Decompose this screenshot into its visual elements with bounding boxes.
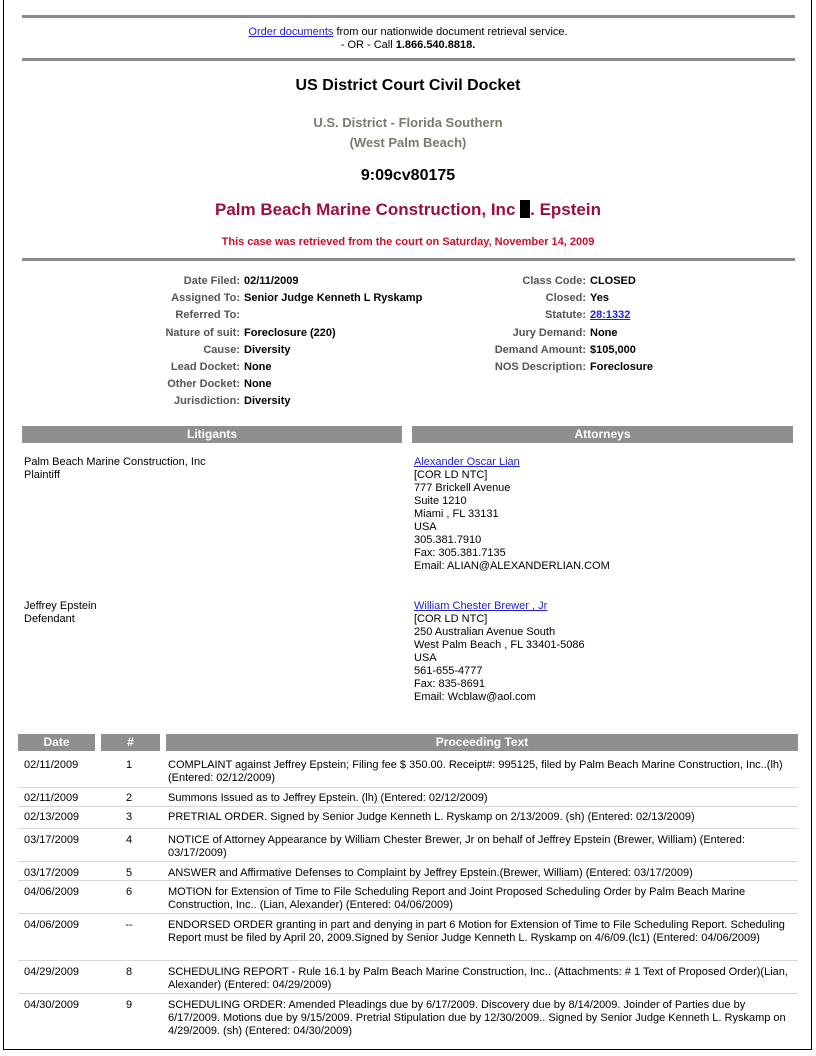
proceeding-number: 5 xyxy=(125,867,133,879)
proceeding-date: 04/30/2009 xyxy=(24,999,80,1011)
case-info-label: Jury Demand: xyxy=(512,326,586,339)
row-separator xyxy=(18,960,798,961)
order-documents-link[interactable]: Order documents xyxy=(248,26,334,38)
notice-or-text: - OR - Call xyxy=(340,39,396,51)
litigant-role: Plaintiff xyxy=(24,469,60,481)
case-info-left xyxy=(100,273,422,411)
case-info-row xyxy=(100,307,422,324)
date-column-header: Date xyxy=(18,734,95,751)
litigant-name: Jeffrey Epstein xyxy=(24,600,97,612)
attorney-block xyxy=(414,600,585,704)
attorney-detail-line: Fax: 835-8691 xyxy=(414,678,485,690)
case-info-row xyxy=(100,290,422,307)
case-info-row xyxy=(100,359,422,376)
row-separator xyxy=(18,861,798,862)
case-info-row xyxy=(430,342,653,359)
case-info-label: Nature of suit: xyxy=(165,326,240,339)
case-info-right xyxy=(430,273,653,376)
case-title-plaintiff: Palm Beach Marine Construction, Inc xyxy=(215,200,521,219)
case-info-label: NOS Description: xyxy=(494,361,586,374)
case-info-label: Assigned To: xyxy=(171,292,240,305)
litigant xyxy=(24,456,206,482)
case-info-row xyxy=(100,393,422,410)
proceeding-text: PRETRIAL ORDER. Signed by Senior Judge Kenneth L. Ryskamp on 2/13/2009. (sh) (Entered: 02/13/2009) xyxy=(168,811,695,823)
proceeding-text: MOTION for Extension of Time to File Scheduling Report and Joint Proposed Scheduling Order by Palm Beach Marine Construction, Inc.. (Lian, Alexander) (Entered: 04/06/2009) xyxy=(168,886,746,911)
case-info-value: Senior Judge Kenneth L Ryskamp xyxy=(244,292,423,305)
case-info-value: None xyxy=(244,361,272,374)
proceeding-date: 04/06/2009 xyxy=(24,919,80,931)
redaction-block xyxy=(520,200,530,218)
proceeding-text-column-header: Proceeding Text xyxy=(166,734,798,751)
attorney-detail-line: Suite 1210 xyxy=(414,495,467,507)
litigant-name: Palm Beach Marine Construction, Inc xyxy=(24,456,206,468)
phone-number: 1.866.540.8818. xyxy=(395,39,476,51)
attorney-block xyxy=(414,456,610,573)
proceeding-number: 4 xyxy=(125,834,133,846)
attorney-detail-line: [COR LD NTC] xyxy=(414,469,488,481)
row-separator xyxy=(18,806,798,807)
case-info-value: Yes xyxy=(590,292,609,305)
case-info-label: Jurisdiction: xyxy=(173,395,240,408)
attorney-detail-line: 777 Brickell Avenue xyxy=(414,482,511,494)
case-info-row xyxy=(430,290,653,307)
case-info-label: Demand Amount: xyxy=(494,343,586,356)
attorney-detail-line: Email: Wcblaw@aol.com xyxy=(414,691,536,703)
row-separator xyxy=(18,828,798,829)
order-notice xyxy=(0,26,816,52)
row-separator xyxy=(18,880,798,881)
case-info-value: 02/11/2009 xyxy=(244,275,299,287)
case-info-row xyxy=(430,307,653,324)
case-info-row xyxy=(100,376,422,393)
litigant xyxy=(24,600,97,626)
top-divider xyxy=(22,15,795,18)
attorney-name-link[interactable]: Alexander Oscar Lian xyxy=(414,456,520,468)
proceeding-text: SCHEDULING REPORT - Rule 16.1 by Palm Beach Marine Construction, Inc.. (Attachments: # 1 Text of Proposed Order)(Lian, Alexander) (Entered: 04/29/2009) xyxy=(168,966,788,991)
proceeding-number: 1 xyxy=(125,759,133,771)
row-separator xyxy=(18,913,798,914)
case-info-value: None xyxy=(590,326,618,339)
proceeding-date: 03/17/2009 xyxy=(24,867,80,879)
proceeding-text: ENDORSED ORDER granting in part and denying in part 6 Motion for Extension of Time to File Scheduling Report. Scheduling Report must be filed by April 20, 2009.Signed by Senior Judge Kenneth L. Ryskamp on 4/6/09.(lc1) (Entered: 04/06/2009) xyxy=(168,919,785,944)
case-info-row xyxy=(100,342,422,359)
case-info-value: Diversity xyxy=(244,343,291,356)
proceeding-date: 04/29/2009 xyxy=(24,966,80,978)
court-district xyxy=(0,113,816,153)
proceeding-text: ANSWER and Affirmative Defenses to Complaint by Jeffrey Epstein.(Brewer, William) (Entered: 03/17/2009) xyxy=(168,867,693,879)
attorney-detail-line: 305.381.7910 xyxy=(414,534,482,546)
proceeding-text: COMPLAINT against Jeffrey Epstein; Filing fee $ 350.00. Receipt#: 995125, filed by Palm Beach Marine Construction, Inc..(lh) (Entered: 02/12/2009) xyxy=(168,759,783,784)
case-info-row xyxy=(430,273,653,290)
case-info-label: Other Docket: xyxy=(167,378,240,391)
proceeding-date: 02/13/2009 xyxy=(24,811,80,823)
attorney-detail-line: USA xyxy=(414,652,437,664)
retrieved-notice: This case was retrieved from the court on Saturday, November 14, 2009 xyxy=(221,236,595,248)
case-info-value: Diversity xyxy=(244,395,291,408)
page-title: US District Court Civil Docket xyxy=(295,77,521,94)
attorney-detail-line: Email: ALIAN@ALEXANDERLIAN.COM xyxy=(414,560,610,572)
case-info-label: Referred To: xyxy=(175,309,240,322)
attorney-detail-line: Miami , FL 33131 xyxy=(414,508,499,520)
proceeding-number: 6 xyxy=(125,886,133,898)
number-column-header: # xyxy=(101,734,160,751)
proceeding-date: 02/11/2009 xyxy=(24,792,79,804)
proceeding-text: Summons Issued as to Jeffrey Epstein. (lh) (Entered: 02/12/2009) xyxy=(168,792,488,804)
attorney-name-link[interactable]: William Chester Brewer , Jr xyxy=(414,600,548,612)
litigants-header: Litigants xyxy=(22,426,402,443)
statute-link[interactable]: 28:1332 xyxy=(590,309,631,322)
proceeding-number: 3 xyxy=(125,811,133,823)
case-info-label: Statute: xyxy=(545,309,586,322)
proceeding-number: 2 xyxy=(125,792,133,804)
case-title-defendant: . Epstein xyxy=(530,200,601,219)
case-info-row xyxy=(430,325,653,342)
proceeding-date: 02/11/2009 xyxy=(24,759,79,771)
case-info-label: Closed: xyxy=(545,292,586,305)
proceeding-number: 9 xyxy=(125,999,133,1011)
case-info-row xyxy=(100,273,422,290)
case-info-row xyxy=(100,325,422,342)
notice-divider xyxy=(22,58,795,61)
attorney-detail-line: Fax: 305.381.7135 xyxy=(414,547,506,559)
row-separator xyxy=(18,787,798,788)
proceeding-text: SCHEDULING ORDER: Amended Pleadings due by 6/17/2009. Discovery due by 8/14/2009. Joinder of Parties due by 6/17/2009. Motions due by 9/15/2009. Pretrial Stipulation due by 12/30/2009.. Signed by Senior Judge Kenneth L. Ryskamp on 4/29/2009. (sh) (Entered: 04/30/2009) xyxy=(168,999,786,1037)
case-info-row xyxy=(430,359,653,376)
case-info-value: Foreclosure (220) xyxy=(244,326,336,339)
attorney-detail-line: 561-655-4777 xyxy=(414,665,483,677)
case-info-value: $105,000 xyxy=(590,343,636,356)
attorney-detail-line: 250 Australian Avenue South xyxy=(414,626,556,638)
case-info-label: Date Filed: xyxy=(183,275,240,287)
attorney-detail-line: USA xyxy=(414,521,437,533)
proceeding-date: 04/06/2009 xyxy=(24,886,80,898)
docket-number: 9:09cv80175 xyxy=(360,167,456,184)
proceeding-text: NOTICE of Attorney Appearance by William Chester Brewer, Jr on behalf of Jeffrey Epstein (Brewer, William) (Entered: 03/17/2009) xyxy=(168,834,745,859)
division-name: (West Palm Beach) xyxy=(349,135,467,150)
header-divider xyxy=(22,258,795,261)
row-separator xyxy=(18,993,798,994)
attorney-detail-line: West Palm Beach , FL 33401-5086 xyxy=(414,639,585,651)
case-info-label: Class Code: xyxy=(522,275,586,287)
case-info-value: Foreclosure xyxy=(590,361,653,374)
litigant-role: Defendant xyxy=(24,613,75,625)
case-info-value: CLOSED xyxy=(590,275,636,287)
attorney-detail-line: [COR LD NTC] xyxy=(414,613,488,625)
case-info-value: None xyxy=(244,378,272,391)
proceeding-number: 8 xyxy=(125,966,133,978)
proceeding-number: -- xyxy=(125,919,133,931)
notice-text: from our nationwide document retrieval service. xyxy=(333,26,568,38)
case-info-label: Cause: xyxy=(203,343,240,356)
attorneys-header: Attorneys xyxy=(412,426,793,443)
district-name: U.S. District - Florida Southern xyxy=(313,115,503,130)
proceeding-date: 03/17/2009 xyxy=(24,834,80,846)
case-info-label: Lead Docket: xyxy=(170,361,240,374)
case-title xyxy=(0,200,816,220)
